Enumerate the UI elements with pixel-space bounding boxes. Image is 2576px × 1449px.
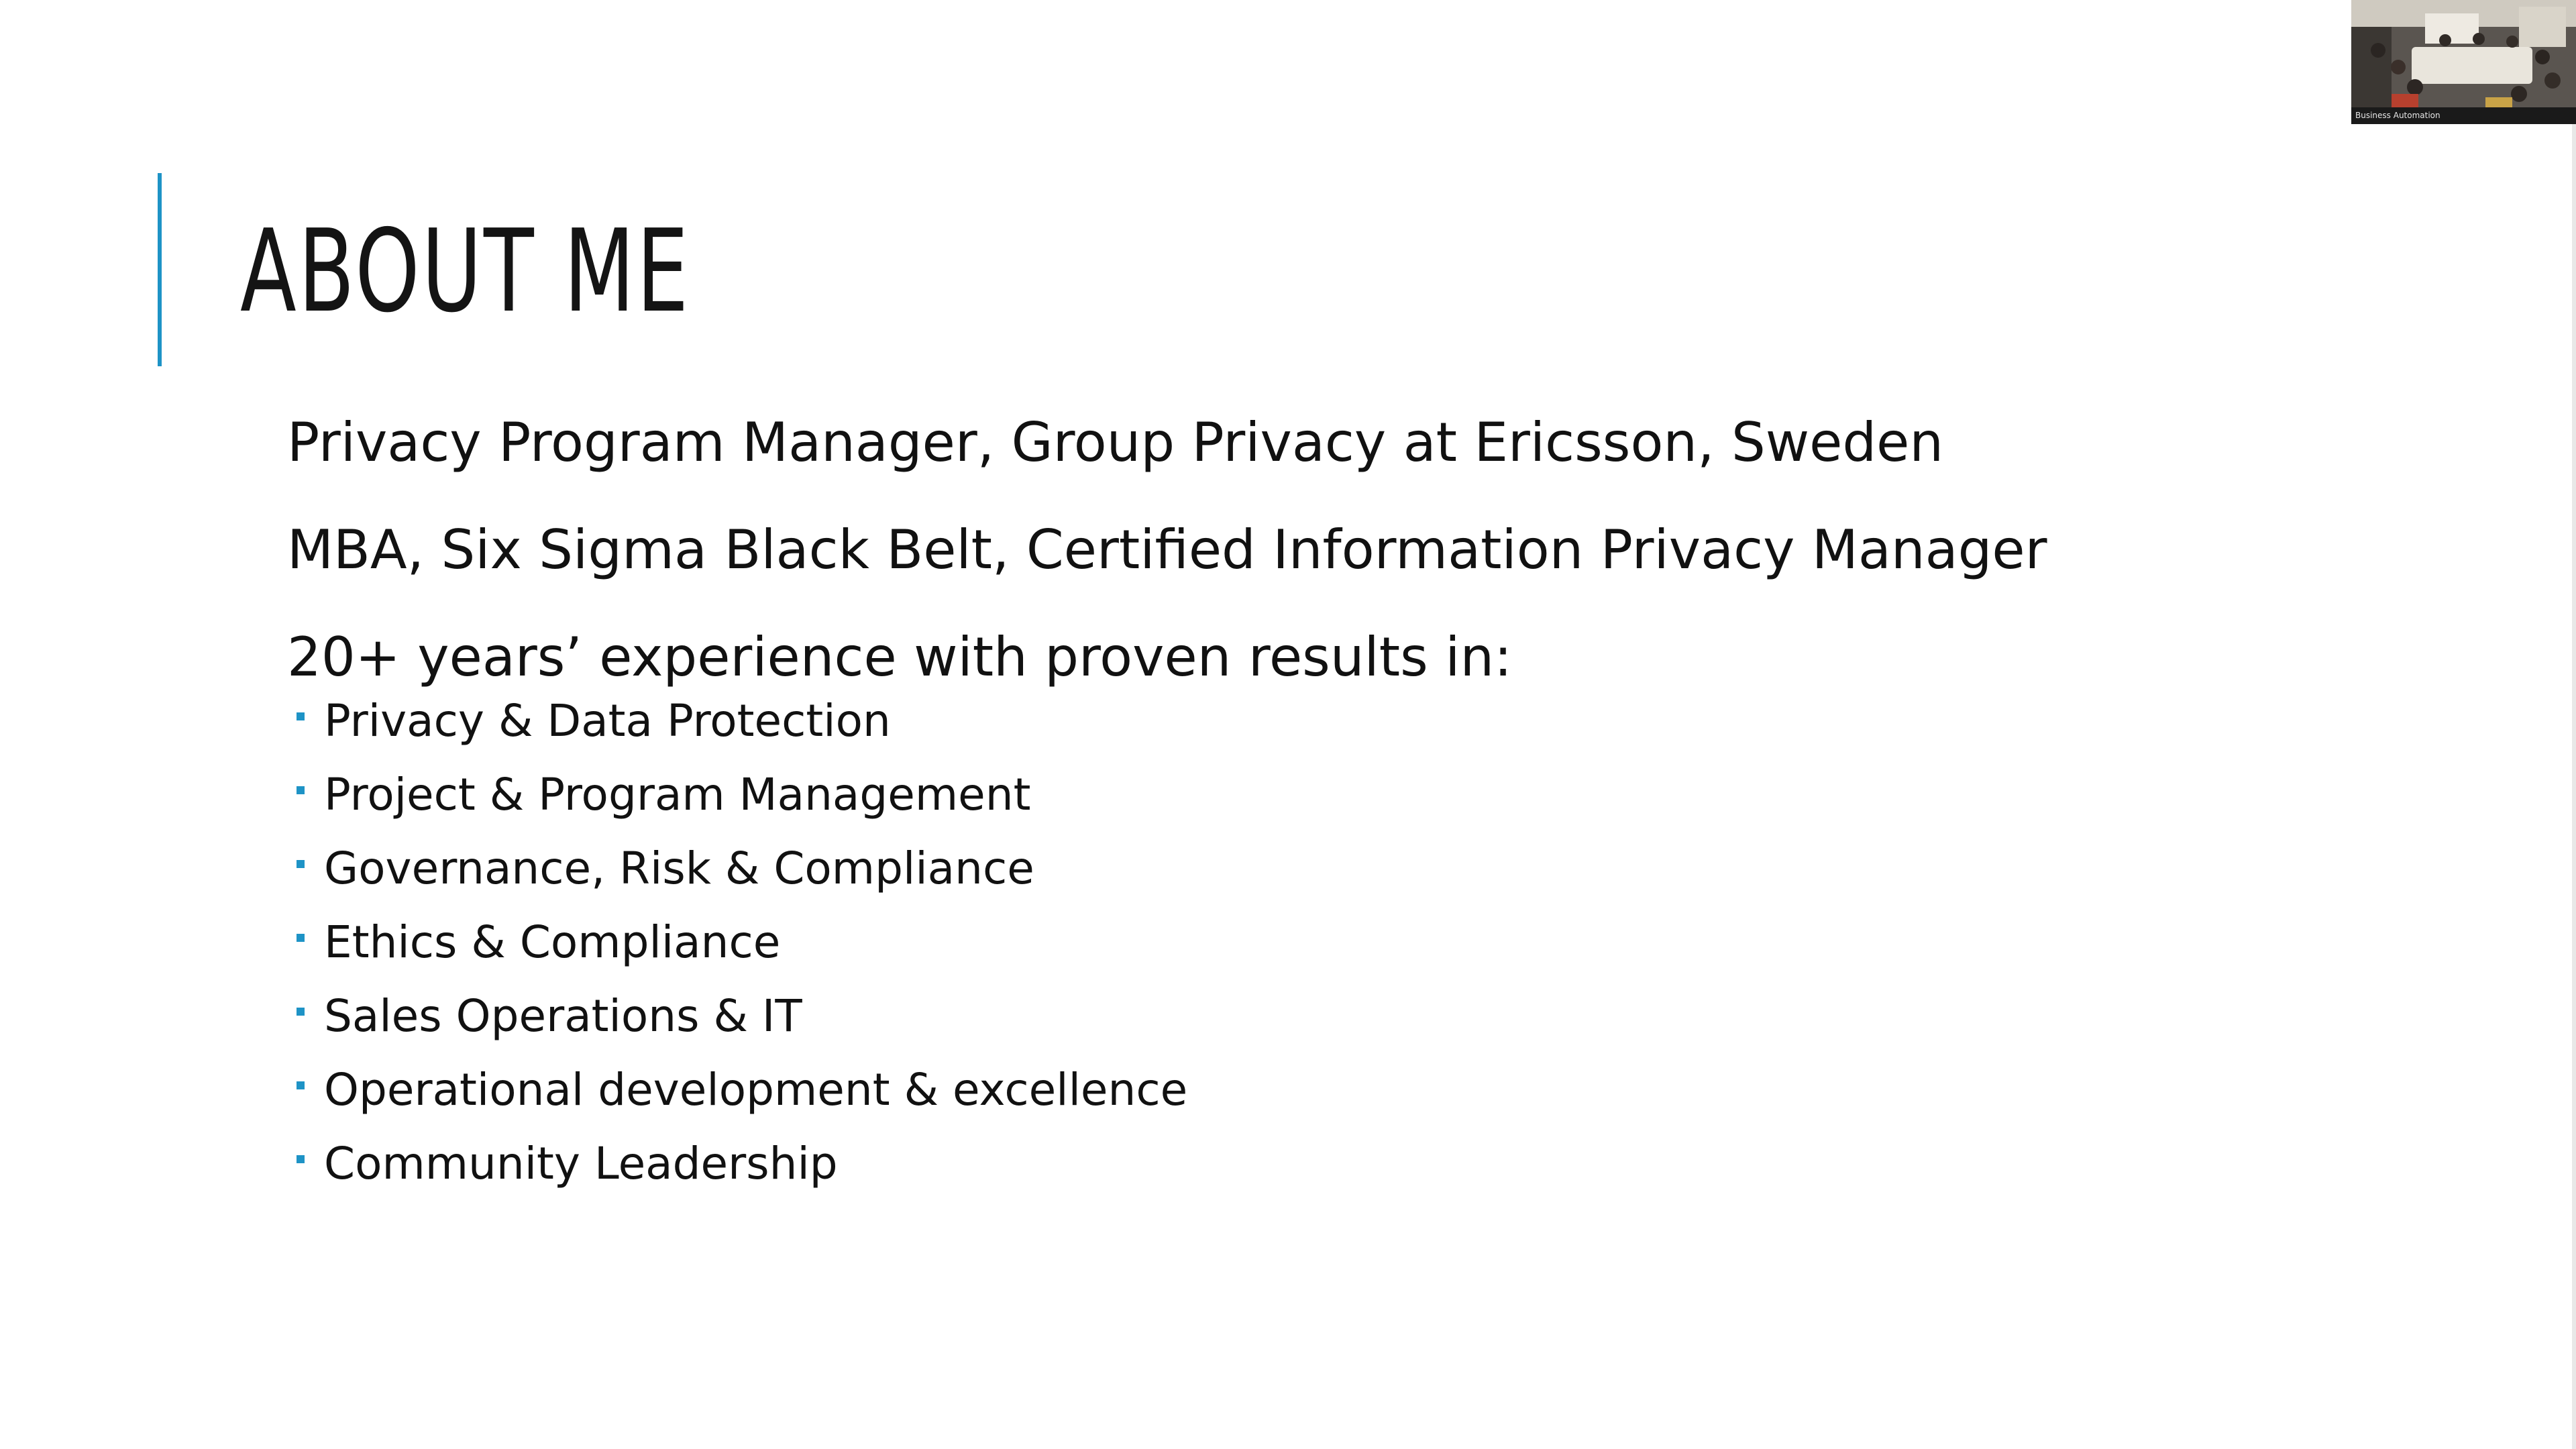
bullet-square-icon [297,1155,305,1163]
body-line-experience: 20+ years’ experience with proven results in: [287,626,1513,688]
participant-video-tile[interactable] [2351,0,2576,124]
bullet-square-icon [297,786,305,794]
list-item-label: Community Leadership [324,1138,838,1189]
list-item-label: Sales Operations & IT [324,990,802,1042]
list-item [287,841,2300,896]
slide-body [287,411,2300,1210]
list-item [287,915,2300,970]
title-accent-bar [158,173,162,366]
slide-title: ABOUT ME [240,205,691,338]
list-item-label: Governance, Risk & Compliance [324,843,1034,894]
bullet-square-icon [297,1081,305,1089]
list-item-label: Operational development & excellence [324,1064,1188,1116]
list-item-label: Ethics & Compliance [324,916,781,968]
list-item [287,694,2300,749]
list-item [287,767,2300,822]
bullet-square-icon [297,1008,305,1016]
bullet-square-icon [297,934,305,942]
experience-list [287,694,2300,1191]
body-line-credentials: MBA, Six Sigma Black Belt, Certified Information Privacy Manager [287,519,2047,581]
meeting-room-video-icon [2351,0,2576,107]
window-edge [2572,0,2576,1449]
bullet-square-icon [297,712,305,720]
video-caption: Business Automation [2351,107,2576,124]
body-line-role: Privacy Program Manager, Group Privacy at Ericsson, Sweden [287,411,1944,474]
bullet-square-icon [297,860,305,868]
list-item [287,989,2300,1044]
list-item-label: Privacy & Data Protection [324,695,891,747]
list-item-label: Project & Program Management [324,769,1031,820]
list-item [287,1063,2300,1118]
list-item [287,1136,2300,1191]
